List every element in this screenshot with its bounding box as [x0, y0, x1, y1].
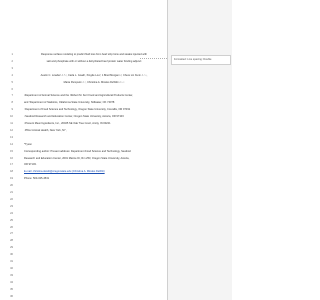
document-body[interactable] — [24, 0, 164, 300]
line-number: 11 — [10, 122, 13, 125]
document-line: Austin C. Lowder¹·²·³·⁶, Carla L. Goad², Xingde Lou³, J.Brad Morgan¹·², Chere Lin Kuni¹·²·⁴·⁵, — [40, 73, 148, 77]
line-number: 20 — [10, 184, 13, 188]
line-number: 22 — [10, 197, 13, 201]
line-number: 34 — [10, 280, 13, 284]
line-number: 4 — [11, 73, 13, 77]
line-number: 21 — [10, 191, 13, 194]
comment-panel — [167, 0, 232, 300]
line-number: 15 — [10, 149, 13, 153]
line-number: 6 — [11, 87, 13, 91]
line-number: 24 — [10, 211, 13, 215]
document-line: ⁴Department of Food Science and Technology, Oregon State University, Corvallis, OR 97331 — [24, 108, 131, 112]
line-number: 26 — [10, 225, 13, 229]
line-number: 19 — [10, 177, 13, 181]
document-line: OR 97103. — [24, 163, 37, 167]
format-comment-text: Formatted: Line spacing: Double — [174, 58, 212, 61]
email-link[interactable]: E-mail: christina.dewitt@oregonstate.edu (Christina A. Mireles DeWitt) — [24, 170, 105, 174]
line-number: 7 — [11, 94, 13, 98]
line-number: 31 — [10, 260, 13, 263]
document-line: and ³Department of Statistics, Oklahoma State University, Stillwater, OK 74078 — [24, 101, 115, 105]
format-comment-bubble[interactable] — [171, 55, 231, 65]
line-number: 16 — [10, 156, 13, 160]
line-number: 8 — [11, 101, 13, 105]
document-line: ⁵Seafood Research and Education Center, Oregon State University, Astoria, OR 97103 — [24, 115, 124, 119]
line-number: 29 — [10, 246, 13, 250]
line-number: 28 — [10, 239, 13, 243]
document-line: Response surface modeling to predict fluid loss from beef strip loins and steaks injected with — [41, 53, 147, 56]
line-number: 5 — [11, 80, 13, 84]
line-number: 2 — [11, 59, 13, 63]
line-number: 18 — [10, 170, 13, 174]
document-line: ¹Department of Animal Science and the ²Robert M. Kerr Food and Agricultural Products Center, — [24, 94, 133, 98]
line-number: 33 — [10, 273, 13, 277]
line-number: 36 — [10, 294, 13, 298]
contact-email-line — [24, 170, 164, 173]
line-number: 10 — [10, 115, 13, 119]
document-line: ⁶Present Meat Ingredients, Inc., 20025 SE Oak Tree Court, Amity, IN 00221 — [24, 122, 111, 125]
comment-connector-line — [140, 58, 167, 59]
line-number: 25 — [10, 218, 13, 222]
document-line: *Tyson — [24, 142, 32, 146]
line-number: 27 — [10, 232, 13, 236]
line-number: 23 — [10, 204, 13, 208]
document-line: Research and Education Center, 2001 Marine Dr, Rm 253, Oregon State University, Astoria, — [24, 156, 130, 160]
line-number: 12 — [10, 128, 13, 132]
line-number: 1 — [11, 53, 13, 56]
document-line: salt and phosphate with or without a dehydrated beef protein water binding adjunct — [46, 59, 142, 63]
line-number: 35 — [10, 287, 13, 291]
document-line: Phone: 503-325-4531 — [24, 177, 50, 181]
line-number: 30 — [10, 253, 13, 257]
line-number: 17 — [10, 163, 13, 167]
line-number: 32 — [10, 266, 13, 270]
line-number: 13 — [10, 135, 13, 139]
line-number: 9 — [11, 108, 13, 112]
line-number-gutter — [0, 0, 14, 300]
document-line: ⁷Pfizer Animal Health, New York, NY , — [24, 128, 68, 132]
document-line: Corresponding author: Present address: Department Food Science and Technology, Seafood — [24, 149, 131, 153]
document-line: Maria Pampulo¹·²·⁴, Christina A. Mireles DeWitt¹·²·⁵·⁶ — [63, 80, 125, 84]
line-number: 14 — [10, 142, 13, 146]
line-number: 3 — [11, 66, 13, 70]
